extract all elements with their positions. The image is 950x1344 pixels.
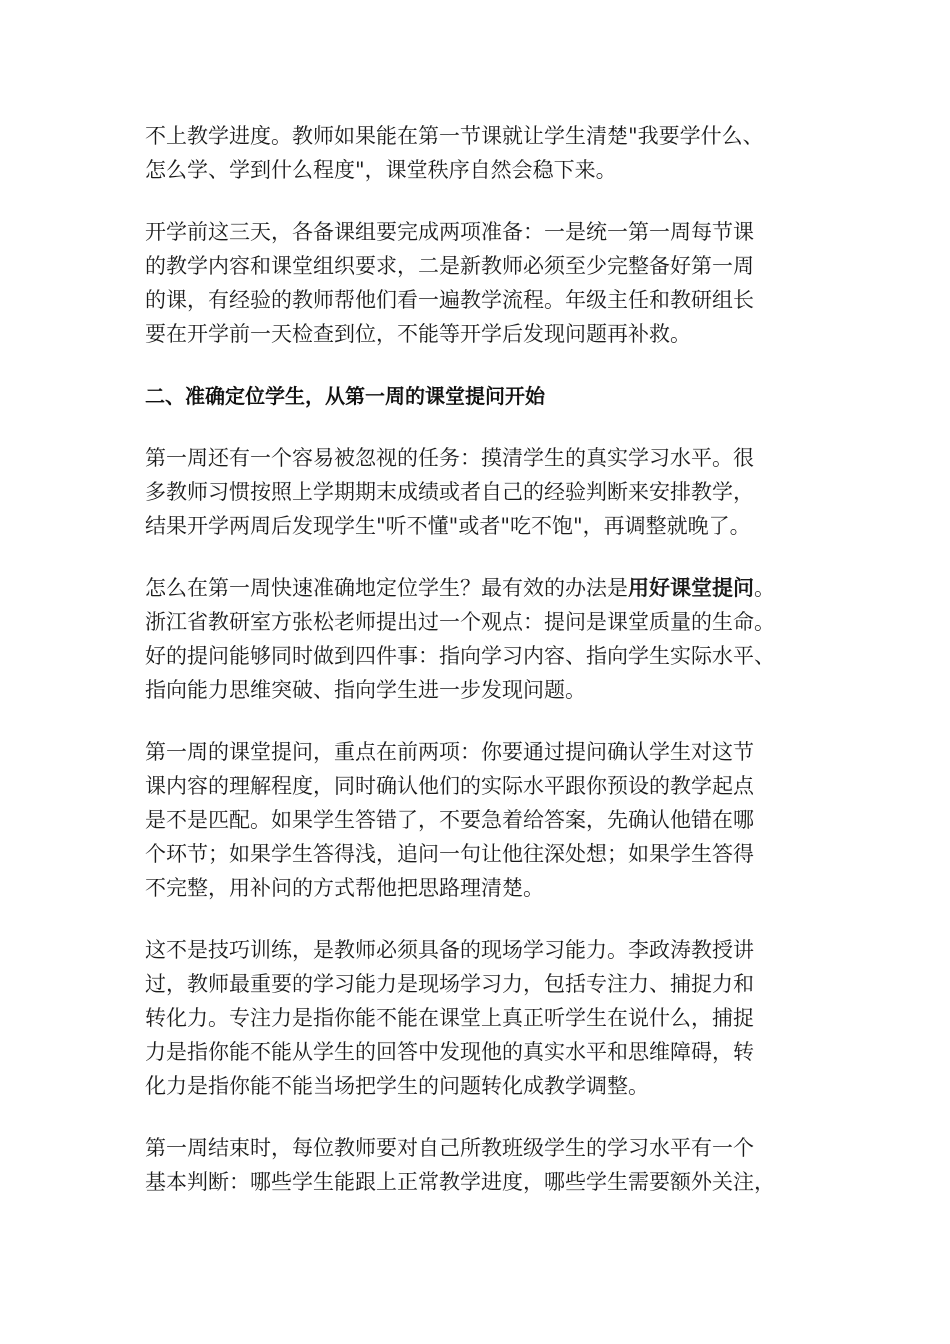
text-segment: 。: [754, 576, 775, 600]
document-page: [145, 119, 805, 1227]
text-line: [145, 571, 805, 605]
text-line: 的课，有经验的教师帮他们看一遍教学流程。年级主任和教研组长: [145, 288, 754, 312]
text-line: 浙江省教研室方张松老师提出过一个观点：提问是课堂质量的生命。: [145, 610, 775, 634]
text-line: 不上教学进度。教师如果能在第一节课就让学生清楚"我要学什么、: [145, 124, 764, 148]
paragraph-6: [145, 933, 805, 1103]
paragraph-1: [145, 119, 805, 187]
text-segment: 怎么在第一周快速准确地定位学生？最有效的办法是: [145, 576, 628, 600]
paragraph-7: [145, 1131, 805, 1199]
text-line: 第一周的课堂提问，重点在前两项：你要通过提问确认学生对这节: [145, 740, 754, 764]
text-line: 化力是指你能不能当场把学生的问题转化成教学调整。: [145, 1074, 649, 1098]
text-line: 力是指你能不能从学生的回答中发现他的真实水平和思维障碍，转: [145, 1040, 754, 1064]
text-line: 不完整，用补问的方式帮他把思路理清楚。: [145, 876, 544, 900]
text-line: 开学前这三天，各备课组要完成两项准备：一是统一第一周每节课: [145, 220, 754, 244]
bold-emphasis: 用好课堂提问: [628, 575, 754, 600]
text-line: 个环节；如果学生答得浅，追问一句让他往深处想；如果学生答得: [145, 842, 754, 866]
paragraph-4: [145, 571, 805, 707]
text-line: 怎么学、学到什么程度"，课堂秩序自然会稳下来。: [145, 158, 617, 182]
text-line: 课内容的理解程度，同时确认他们的实际水平跟你预设的教学起点: [145, 774, 754, 798]
text-line: 是不是匹配。如果学生答错了，不要急着给答案，先确认他错在哪: [145, 808, 754, 832]
text-line: 好的提问能够同时做到四件事：指向学习内容、指向学生实际水平、: [145, 644, 775, 668]
text-line: 基本判断：哪些学生能跟上正常教学进度，哪些学生需要额外关注，: [145, 1170, 775, 1194]
text-line: 过，教师最重要的学习能力是现场学习力，包括专注力、捕捉力和: [145, 972, 754, 996]
text-line: 第一周结束时，每位教师要对自己所教班级学生的学习水平有一个: [145, 1136, 754, 1160]
text-line: 要在开学前一天检查到位，不能等开学后发现问题再补救。: [145, 322, 691, 346]
paragraph-2: [145, 215, 805, 351]
paragraph-3: [145, 441, 805, 543]
text-line: 这不是技巧训练，是教师必须具备的现场学习能力。李政涛教授讲: [145, 938, 754, 962]
text-line: 多教师习惯按照上学期期末成绩或者自己的经验判断来安排教学，: [145, 480, 754, 504]
section-heading: 二、准确定位学生，从第一周的课堂提问开始: [145, 384, 545, 408]
text-line: 第一周还有一个容易被忽视的任务：摸清学生的真实学习水平。很: [145, 446, 754, 470]
text-line: 结果开学两周后发现学生"听不懂"或者"吃不饱"，再调整就晚了。: [145, 514, 751, 538]
paragraph-5: [145, 735, 805, 905]
text-line: 的教学内容和课堂组织要求，二是新教师必须至少完整备好第一周: [145, 254, 754, 278]
text-line: 指向能力思维突破、指向学生进一步发现问题。: [145, 678, 586, 702]
text-line: 转化力。专注力是指你能不能在课堂上真正听学生在说什么，捕捉: [145, 1006, 754, 1030]
